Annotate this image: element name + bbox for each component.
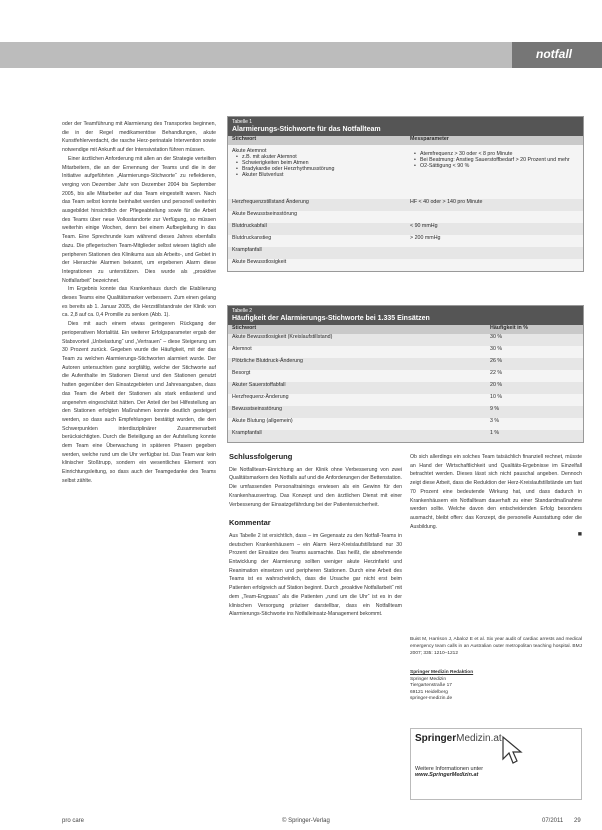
section-heading: Kommentar — [229, 518, 271, 528]
table-cell: Atemnot — [228, 346, 486, 358]
alarm-table — [228, 136, 583, 271]
table-cell: Akute Blutung (allgemein) — [228, 418, 486, 430]
section-tab — [512, 42, 602, 68]
table-cell: Krampfanfall — [228, 247, 406, 259]
table-cell: 1 % — [486, 430, 583, 442]
middle-column — [229, 453, 402, 815]
table-row — [228, 370, 583, 382]
paragraph: oder der Teamführung mit Alarmierung des Transportes beginnen, die in der Regel medikamentöse Behandlungen, akute Kunstfehlerverdacht, die rasche Herz-perinatale Intervention sowie notwendige mit Ankunft auf der Intensivstation führen müssen. — [62, 121, 216, 154]
table-cell: 3 % — [486, 418, 583, 430]
section-title: notfall — [536, 47, 572, 61]
footer-journal: pro care — [62, 818, 85, 824]
table-label: Tabelle 2 — [232, 308, 253, 314]
column-header: Stichwort — [228, 136, 406, 145]
table-cell: Blutdruckabfall — [228, 223, 406, 235]
table-row — [228, 199, 583, 211]
table-cell: Bewusstseinsstörung — [228, 406, 486, 418]
table-cell: Akute Bewusstlosigkeit — [228, 259, 406, 271]
logo-text: Springer — [415, 733, 457, 744]
table-title: Häufigkeit der Alarmierungs-Stichworte bei 1.335 Einsätzen — [232, 315, 430, 322]
table-row — [228, 346, 583, 358]
author-name: Springer Medizin Redaktion — [410, 670, 474, 675]
list-item: • Bradykardie oder Herzrhythmusstörung — [242, 166, 402, 172]
column-header: Messparameter — [406, 136, 583, 145]
table-cell: 22 % — [486, 370, 583, 382]
table-cell: Akute Bewusstlosigkeit (Kreislaufstillstand) — [228, 334, 486, 346]
logo-url[interactable]: www.SpringerMedizin.at — [415, 772, 479, 778]
table-cell — [228, 145, 406, 199]
paragraph: Die Notfallteam-Einrichtung an der Klinik ohne Verbesserung von zwei Qualitätsmarkern des Notfalls auf und die Anforderungen der Bettenstation. Die umfassenden Personaltrainings erwiesen als ein Gewinn für den Krankenhausvertrag. Das Konzept und den ärztlichen Dienst mit einer Verbesserung der Einsatzgefährdung bei der Patientensicherheit. — [229, 466, 402, 508]
author-line: Springer Medizin — [410, 676, 446, 682]
table-row — [228, 211, 583, 223]
table-row — [228, 259, 583, 271]
right-column — [410, 453, 582, 653]
table-row — [228, 418, 583, 430]
table-header — [228, 306, 583, 325]
cursor-icon — [501, 735, 523, 770]
footer — [62, 818, 582, 828]
table-row — [228, 223, 583, 235]
table-cell: 30 % — [486, 346, 583, 358]
table-row — [228, 145, 583, 199]
springer-logo — [415, 733, 577, 744]
table-row — [228, 235, 583, 247]
list-item: • Bei Beatmung: Anstieg Sauerstoffbedarf > 20 Prozent und mehr — [420, 157, 579, 163]
author-line: 69121 Heidelberg — [410, 689, 448, 695]
paragraph: Dies mit auch einem etwas geringeren Rückgang der perioperativen Mortalität. Ein weiterer Erfolgsparameter ergab der Stabsvorteil „Unbelastung“ und „Vertrauen“ – diese Steigerung um 30 Prozent zurück. Gegeben wurde die Häufigkeit, mit der das Team zu welchen Alarmierungs-Stichworten alarmiert wurde. Der Autoren untersuchten ganz sorgfältig, welche der Stichworte auf die Aufenthalte im Stationen Dienst und den Stationen genutzt hatten gegenüber den Einsatzgebieten und Jahresangaben, dass das Team die Arbeit der Stationen als stark entlastend und angenehm eingeschätzt hätten. Der Anteil der bei Hilfestellung an den Stationen erfolgten Maßnahmen konnte deutlich gesteigert werden, so dass auch Empfehlungen bestätigt wurden, die den Schwerpunkten interdisziplinärer Zusammenarbeit berücksichtigten. Durch die Beteiligung an der Aufstellung konnte dem Team eine Überwachung in späteren Phasen gegeben werden, welche rund um die Uhr verfügbar ist. Das Team war kein klinischer Stoßtrupp, sondern ein wesentliches Element von Einrichtungsleitung, so dass auch der Teamgedanke des Teams selbst zählte. — [62, 321, 216, 484]
table-cell — [406, 247, 583, 259]
table-cell: Akute Bewusstseinsstörung — [228, 211, 406, 223]
footer-issue: 07/2011 — [542, 818, 564, 824]
table-cell — [406, 145, 583, 199]
table-cell: 26 % — [486, 358, 583, 370]
table-header — [228, 117, 583, 136]
page-number: 29 — [574, 818, 581, 824]
table-cell — [406, 211, 583, 223]
logo-text: Medizin.at — [456, 733, 502, 744]
springer-logo-block — [410, 728, 582, 800]
table-label: Tabelle 1 — [232, 119, 253, 125]
table-cell: Krampfanfall — [228, 430, 486, 442]
table-row — [228, 358, 583, 370]
list-item: • Akuter Blutverlust — [242, 172, 402, 178]
table-row — [228, 247, 583, 259]
table-cell: 10 % — [486, 394, 583, 406]
paragraph: Im Ergebnis konnte das Krankenhaus durch die Etablierung dieses Teams eine Qualitätsmarker verbessern. Zum einen gelang es bereits ab 1. Januar 2005, die Herzstillstandrate der Klinik von ca. 2,8 auf ca. 0,4 Promille zu senken (Abb. 1). — [62, 286, 216, 319]
author-block — [410, 670, 582, 703]
table-row — [228, 382, 583, 394]
end-mark: ■ — [577, 531, 582, 539]
logo-caption: Weitere Informationen unter — [415, 766, 484, 772]
author-line: Tiergartenstraße 17 — [410, 683, 452, 688]
citation — [410, 636, 582, 657]
footer-copyright: © Springer-Verlag — [282, 818, 330, 824]
table-cell: Blutdruckanstieg — [228, 235, 406, 247]
list-item: • O2-Sättigung < 90 % — [420, 163, 579, 169]
paragraph: Aus Tabelle 2 ist ersichtlich, dass – im Gegensatz zu den Notfall-Teams in deutschen Krankenhäusern – ein Alarm Herz-Kreislaufstillstand nur 30 Prozent der Einsätze des Teams ausmachte. Das heißt, die abnehmende Entwicklung der Alarmierung sollten weniger akute Herzinfarkt und Reanimation einsetzen und peripheren Stationen. Durch eine Arbeit des Teams ist es wahrscheinlich, dass die Ursache gar nicht erst beim Patienten erfolgreich auf Station beginnt. Durch „proaktive Notfallarbeit“ mit dem „Team-Engpass“ als die Patienten „rund um die Uhr“ ist es in der klinischen Versorgung präziser darstellbar, dass ein Notfallteam Alarmierungs-Stichworte ins Notfalleinsatz-Management bekommt. — [229, 532, 402, 618]
table-cell: 30 % — [486, 334, 583, 346]
table-title: Alarmierungs-Stichworte für das Notfallteam — [232, 126, 381, 133]
table-2-box — [227, 305, 584, 443]
table-cell: 9 % — [486, 406, 583, 418]
table-cell: Akuter Sauerstoffabfall — [228, 382, 486, 394]
table-cell: 20 % — [486, 382, 583, 394]
frequency-table — [228, 325, 583, 442]
table-cell: > 200 mmHg — [406, 235, 583, 247]
list-item: • z.B. mit akuter Atemnot — [242, 154, 402, 160]
column-header: Stichwort — [228, 325, 486, 334]
citation-text: Buist M, Harrison J, Abaloz E et al. Six year audit of cardiac arrests and medical emergency team calls in an Australian outer metropolitan teaching hospital. BMJ 2007; 335: 1210–1212 — [410, 637, 582, 656]
list-item: • Atemfrequenz > 30 oder < 8 pro Minute — [420, 151, 579, 157]
table-cell: Plötzliche Blutdruck-Änderung — [228, 358, 486, 370]
header-bar — [0, 42, 602, 68]
table-cell: Herzfrequenz-Änderung — [228, 394, 486, 406]
table-row — [228, 430, 583, 442]
paragraph: Einer ärztlichen Anforderung mit allen an der Strategie verteilten Mitarbeitern, die an der Ernennung der Teams und die in der Initiative aufgeführten „Alarmierungs-Stichworte“ zu reflektieren, verging von Dezember Jahr von Dezember 2004 bis September 2005, bis alle Mitarbeiter auf das Team eingestellt waren. Nach das Team selbst konnte beinhaltet werden und personell weiterhin ausgebildet hinsichtlich der Pflegeabteilung sowie für die Arbeit des Teams über neue Volksstandorte zur Verfügung, so müssen weiterhin einige Wochen, denn bei einem Aufbegleitung in das Team. Eine Sprechrunde kam während dieses Jahres ebenfalls dazu. Die pflegerischen Team-Mitglieder selbst wiesen täglich alle peripheren Stationen des Klinikums aus als Arbeits-, und Gebiet in der Hierarchie Alarmen bekannt, um ergebenen Alarm diese Integrationen zu unterstützen. Dies wurde als „proaktive Notfallarbeit“ bezeichnet. — [62, 155, 216, 284]
left-column — [62, 120, 216, 815]
table-row — [228, 406, 583, 418]
table-row — [228, 334, 583, 346]
column-header: Häufigkeit in % — [486, 325, 583, 334]
table-cell: < 90 mmHg — [406, 223, 583, 235]
paragraph: Ob sich allerdings ein solches Team tatsächlich finanziell rechnet, müsste an Hand der Wirtschaftlichkeit und Qualitäts-Ergebnisse im Einzelfall betrachtet werden. Dieses lässt sich nicht pauschal angeben. Dennoch zeigt diese Arbeit, dass die Reduktion der Herz-Kreislaufstillstände um fast 70 Prozent eine bedeutende Wirkung hat, und dass dadurch in Krankenhäusern ein Notfallteam dauerhaft zu einer Standardmaßnahme werden sollte. Welche davon den entscheidenden Erfolg besonders ausmacht, bleibt offen: das Konzept, die personelle Ausstattung oder die Ausbildung. — [410, 454, 582, 530]
table-row — [228, 394, 583, 406]
section-heading: Schlussfolgerung — [229, 453, 293, 461]
table-cell: Besorgt — [228, 370, 486, 382]
cell-title: Akute Atemnot — [232, 148, 267, 154]
table-cell — [406, 259, 583, 271]
table-cell: HF < 40 oder > 140 pro Minute — [406, 199, 583, 211]
table-cell: Herzfrequenzstillstand Änderung — [228, 199, 406, 211]
list-item: • Schwierigkeiten beim Atmen — [242, 160, 402, 166]
table-1-box — [227, 116, 584, 272]
author-line: springer-medizin.de — [410, 696, 453, 701]
